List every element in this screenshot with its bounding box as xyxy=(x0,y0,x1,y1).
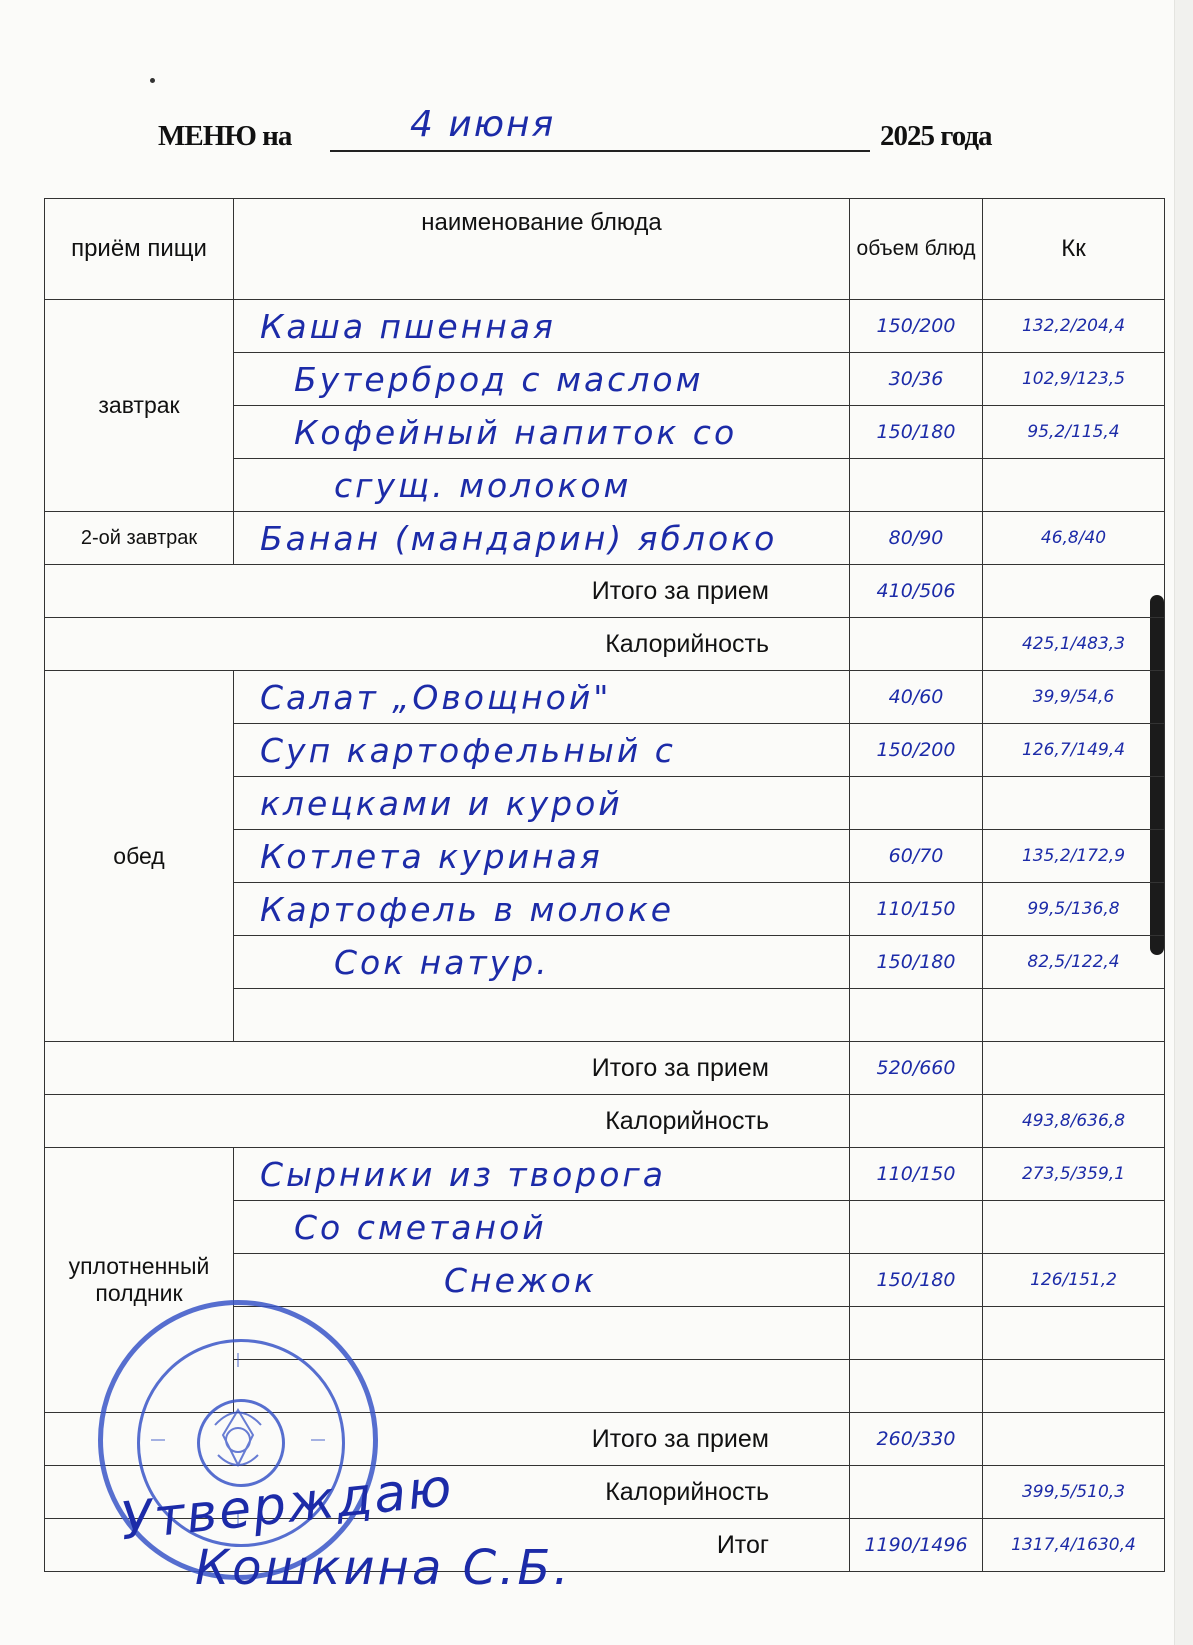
kcal-label: Калорийность xyxy=(45,1095,850,1148)
kcal-cell: 126/151,2 xyxy=(983,1254,1165,1307)
volume-cell: 30/36 xyxy=(850,353,983,406)
table-row xyxy=(45,671,1165,724)
volume-cell: 150/180 xyxy=(850,1254,983,1307)
dish-cell: Сок натур. xyxy=(234,936,850,989)
volume-cell: 150/180 xyxy=(850,936,983,989)
dish-cell: Салат „Овощной" xyxy=(234,671,850,724)
meal-breakfast: завтрак xyxy=(45,300,234,512)
kcal-cell: 273,5/359,1 xyxy=(983,1148,1165,1201)
kcal-cell: 99,5/136,8 xyxy=(983,883,1165,936)
kcal-value: 425,1/483,3 xyxy=(983,618,1165,671)
kcal-volume xyxy=(850,1466,983,1519)
title-suffix: 2025 года xyxy=(880,120,992,152)
kcal-cell: 135,2/172,9 xyxy=(983,830,1165,883)
grand-total-label: Итог xyxy=(45,1519,850,1572)
header-meal: приём пищи xyxy=(45,199,234,300)
dish-cell: Кофейный напиток со xyxy=(234,406,850,459)
kcal-cell: 82,5/122,4 xyxy=(983,936,1165,989)
total-row xyxy=(45,1042,1165,1095)
table-row xyxy=(45,300,1165,353)
header-volume: объем блюд xyxy=(850,199,983,300)
dish-cell: Банан (мандарин) яблоко xyxy=(234,512,850,565)
title-prefix: МЕНЮ на xyxy=(158,120,292,152)
dish-cell: Снежок xyxy=(234,1254,850,1307)
volume-cell xyxy=(850,777,983,830)
grand-total-kcal: 1317,4/1630,4 xyxy=(983,1519,1165,1572)
date-underline xyxy=(330,150,870,152)
kcal-cell xyxy=(983,1307,1165,1360)
total-row xyxy=(45,565,1165,618)
dish-cell: Картофель в молоке xyxy=(234,883,850,936)
volume-cell: 150/180 xyxy=(850,406,983,459)
meal-second-breakfast: 2-ой завтрак xyxy=(45,512,234,565)
total-volume: 520/660 xyxy=(850,1042,983,1095)
volume-cell: 150/200 xyxy=(850,300,983,353)
volume-cell: 150/200 xyxy=(850,724,983,777)
kcal-cell xyxy=(983,777,1165,830)
kcal-value: 399,5/510,3 xyxy=(983,1466,1165,1519)
volume-cell xyxy=(850,1307,983,1360)
total-kcal xyxy=(983,1413,1165,1466)
total-volume: 410/506 xyxy=(850,565,983,618)
volume-cell xyxy=(850,459,983,512)
total-kcal xyxy=(983,1042,1165,1095)
volume-cell: 40/60 xyxy=(850,671,983,724)
volume-cell: 110/150 xyxy=(850,883,983,936)
volume-cell xyxy=(850,1201,983,1254)
dish-cell: Бутерброд с маслом xyxy=(234,353,850,406)
dish-cell xyxy=(234,989,850,1042)
kcal-cell: 126,7/149,4 xyxy=(983,724,1165,777)
kcal-cell: 46,8/40 xyxy=(983,512,1165,565)
handwritten-date: 4 июня xyxy=(410,104,556,145)
dish-cell: Суп картофельный с xyxy=(234,724,850,777)
total-kcal xyxy=(983,565,1165,618)
kcal-cell xyxy=(983,459,1165,512)
total-label: Итого за прием xyxy=(45,1042,850,1095)
kcal-label: Калорийность xyxy=(45,618,850,671)
volume-cell xyxy=(850,1360,983,1413)
kcal-row xyxy=(45,618,1165,671)
speck xyxy=(150,78,155,83)
menu-title xyxy=(0,104,1100,172)
header-dish: наименование блюда xyxy=(234,199,850,300)
header-row xyxy=(45,199,1165,300)
volume-cell: 110/150 xyxy=(850,1148,983,1201)
meal-snack: уплотненный полдник xyxy=(45,1148,234,1413)
kcal-cell: 95,2/115,4 xyxy=(983,406,1165,459)
kcal-cell xyxy=(983,1360,1165,1413)
dish-cell: Со сметаной xyxy=(234,1201,850,1254)
dish-cell: клецками и курой xyxy=(234,777,850,830)
page-edge xyxy=(1174,0,1193,1645)
table-row xyxy=(45,512,1165,565)
total-volume: 260/330 xyxy=(850,1413,983,1466)
meal-lunch: обед xyxy=(45,671,234,1042)
kcal-cell: 132,2/204,4 xyxy=(983,300,1165,353)
header-kcal: Кк xyxy=(983,199,1165,300)
approval-signature: Утверждаю xyxy=(117,1457,457,1553)
dish-cell: сгущ. молоком xyxy=(234,459,850,512)
dish-cell: Сырники из творога xyxy=(234,1148,850,1201)
total-label: Итого за прием xyxy=(45,565,850,618)
total-label: Итого за прием xyxy=(45,1413,850,1466)
kcal-cell xyxy=(983,1201,1165,1254)
kcal-cell: 102,9/123,5 xyxy=(983,353,1165,406)
volume-cell: 80/90 xyxy=(850,512,983,565)
kcal-volume xyxy=(850,1095,983,1148)
kcal-cell: 39,9/54,6 xyxy=(983,671,1165,724)
signer-name: Кошкина С.Б. xyxy=(195,1540,572,1596)
kcal-row xyxy=(45,1095,1165,1148)
table-row xyxy=(45,1148,1165,1201)
kcal-cell xyxy=(983,989,1165,1042)
kcal-volume xyxy=(850,618,983,671)
kcal-value: 493,8/636,8 xyxy=(983,1095,1165,1148)
volume-cell xyxy=(850,989,983,1042)
grand-total-volume: 1190/1496 xyxy=(850,1519,983,1572)
dish-cell: Котлета куриная xyxy=(234,830,850,883)
kcal-label: Калорийность xyxy=(45,1466,850,1519)
volume-cell: 60/70 xyxy=(850,830,983,883)
dish-cell: Каша пшенная xyxy=(234,300,850,353)
